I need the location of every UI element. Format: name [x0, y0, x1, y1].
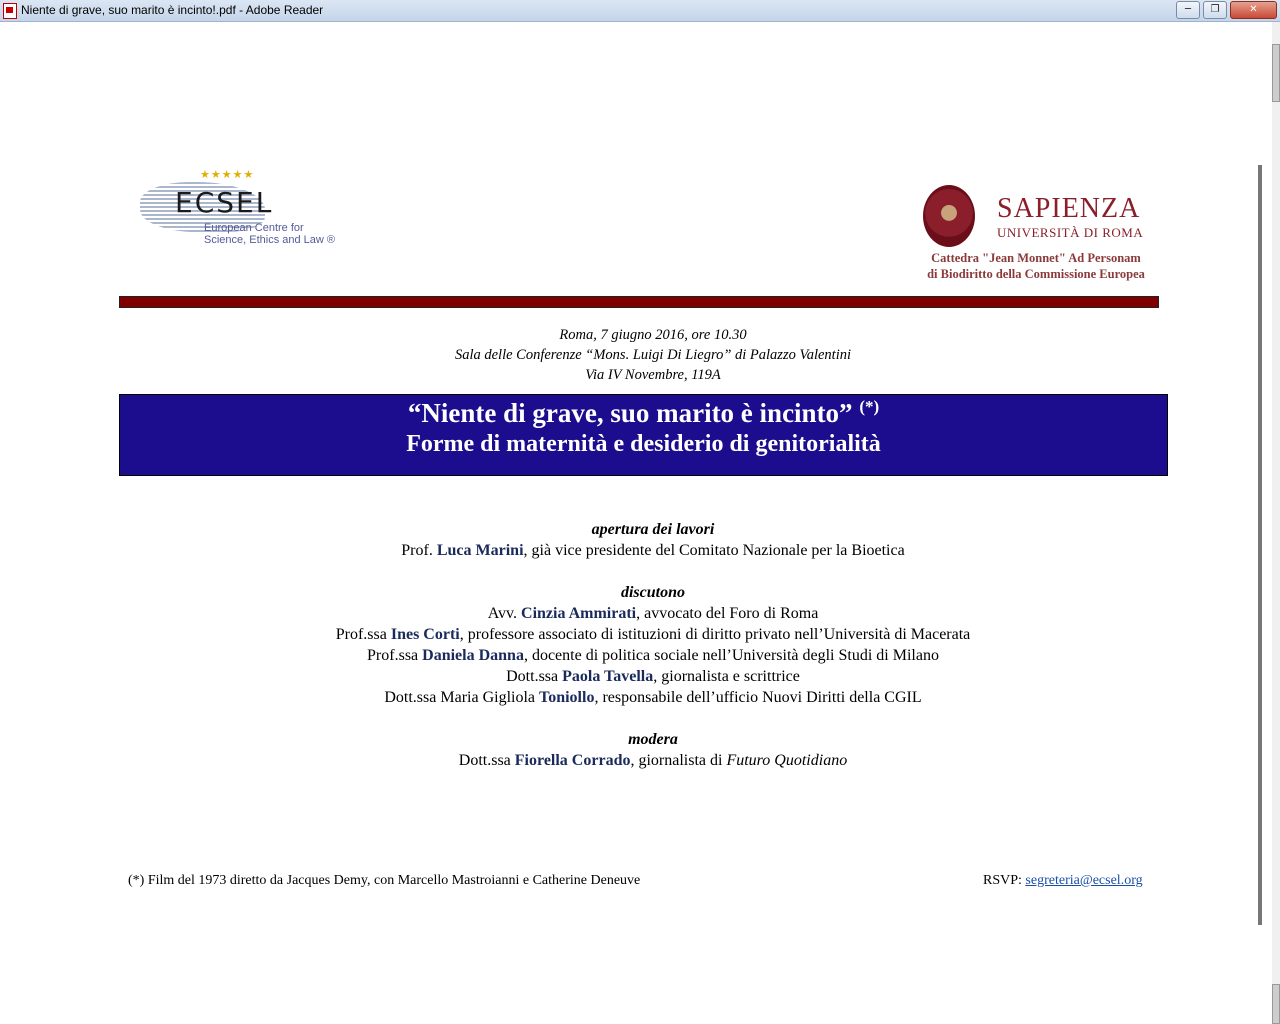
page-shadow-edge — [1258, 165, 1262, 925]
speaker-line — [200, 645, 1106, 666]
film-footnote: (*) Film del 1973 diretto da Jacques Demy, con Marcello Mastroianni e Catherine Deneuve — [128, 873, 641, 888]
speaker-prefix: Avv. — [487, 605, 518, 622]
speaker-line — [200, 603, 1106, 624]
rsvp-email-link[interactable]: segreteria@ecsel.org — [1025, 873, 1143, 888]
speaker-role: , già vice presidente del Comitato Nazionale per la Bioetica — [523, 542, 905, 559]
speaker-prefix: Prof. — [401, 542, 433, 559]
speaker-role: , professore associato di istituzioni di diritto privato nell’Università di Macerata — [459, 626, 971, 643]
speaker-role: , avvocato del Foro di Roma — [636, 605, 819, 622]
minimize-button[interactable]: ─ — [1176, 1, 1200, 19]
speaker-prefix: Prof.ssa — [367, 647, 419, 664]
speaker-line — [200, 687, 1106, 708]
adobe-reader-icon — [3, 3, 17, 19]
sapienza-seal-icon — [923, 185, 975, 247]
ecsel-subtitle-line2: Science, Ethics and Law ® — [204, 234, 336, 246]
event-program — [200, 519, 1106, 771]
speaker-prefix: Dott.ssa — [458, 752, 511, 769]
speaker-prefix: Dott.ssa — [506, 668, 559, 685]
speaker-line — [200, 750, 1106, 771]
speaker-name: Luca Marini — [436, 542, 524, 559]
ecsel-logo-text: ECSEL — [175, 186, 274, 219]
publication-name: Futuro Quotidiano — [726, 752, 848, 769]
event-subtitle: Forme di maternità e desiderio di genitorialità — [406, 431, 881, 457]
window-title: Niente di grave, suo marito è incinto!.pdf - Adobe Reader — [21, 3, 324, 17]
sapienza-name: SAPIENZA — [997, 193, 1141, 224]
section-heading-moderator: modera — [628, 731, 678, 748]
sapienza-university: UNIVERSITÀ DI ROMA — [997, 225, 1144, 240]
venue-hall: Sala delle Conferenze “Mons. Luigi Di Liegro” di Palazzo Valentini — [454, 347, 852, 363]
vertical-scrollbar[interactable] — [1272, 22, 1280, 1024]
ecsel-subtitle-line1: European Centre for — [204, 222, 304, 234]
speaker-name: Toniollo — [539, 689, 595, 706]
header-divider-bar — [119, 296, 1159, 308]
footnote-marker: (*) — [859, 397, 880, 416]
section-heading-discussants: discutono — [620, 584, 685, 601]
speaker-role: , responsabile dell’ufficio Nuovi Diritti della CGIL — [594, 689, 922, 706]
event-title-banner — [119, 394, 1168, 476]
window-titlebar[interactable] — [0, 0, 1280, 22]
jean-monnet-chair — [910, 250, 1162, 282]
maximize-button[interactable]: ❐ — [1203, 1, 1227, 19]
rsvp — [983, 873, 1143, 889]
speaker-prefix: Dott.ssa Maria Gigliola — [384, 689, 535, 706]
chair-line2: di Biodiritto della Commissione Europea — [927, 267, 1145, 281]
speaker-name: Daniela Danna — [422, 647, 524, 664]
speaker-name: Ines Corti — [390, 626, 460, 643]
venue-date: Roma, 7 giugno 2016, ore 10.30 — [559, 327, 747, 343]
speaker-line — [200, 540, 1106, 561]
scrollbar-thumb-lower[interactable] — [1272, 984, 1280, 1024]
event-title — [120, 397, 1167, 429]
sapienza-logo — [920, 185, 1165, 285]
venue-address: Via IV Novembre, 119A — [585, 367, 721, 383]
speaker-line — [200, 666, 1106, 687]
rsvp-label: RSVP: — [983, 873, 1022, 888]
eu-stars-icon: ★★★★★ — [200, 168, 255, 181]
speaker-line — [200, 624, 1106, 645]
speaker-role: , docente di politica sociale nell’Università degli Studi di Milano — [523, 647, 939, 664]
speaker-role: , giornalista di — [630, 752, 723, 769]
close-button[interactable]: ✕ — [1230, 1, 1277, 19]
speaker-name: Fiorella Corrado — [514, 752, 631, 769]
speaker-name: Paola Tavella — [562, 668, 654, 685]
ecsel-logo — [140, 168, 380, 254]
speaker-role: , giornalista e scrittrice — [653, 668, 800, 685]
speaker-prefix: Prof.ssa — [335, 626, 387, 643]
ecsel-subtitle — [204, 222, 335, 246]
section-heading-opening: apertura dei lavori — [591, 521, 715, 538]
event-title-text: “Niente di grave, suo marito è incinto” — [407, 398, 853, 428]
event-venue — [300, 325, 1006, 385]
chair-line1: Cattedra "Jean Monnet" Ad Personam — [931, 251, 1141, 265]
speaker-name: Cinzia Ammirati — [521, 605, 637, 622]
scrollbar-thumb[interactable] — [1272, 44, 1280, 102]
